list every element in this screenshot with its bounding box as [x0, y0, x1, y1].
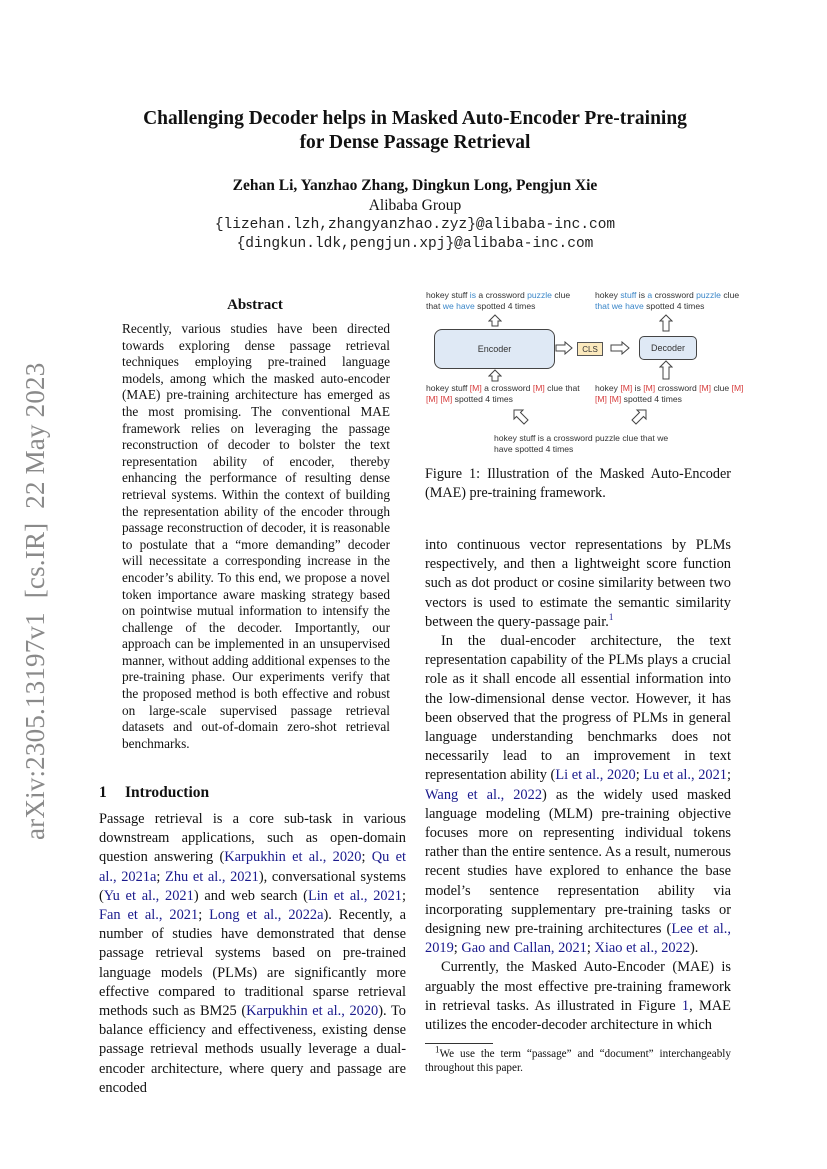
text-run: a crossword — [481, 383, 533, 393]
reconstructed-token: is — [469, 290, 477, 300]
right-arrow-icon — [555, 341, 573, 355]
section-heading-introduction — [99, 784, 209, 802]
reconstructed-token: a — [647, 290, 653, 300]
abstract-body: Recently, various studies have been directed towards exploring dense passage retrieval techniques employing pre-trained language models, among which the masked auto-encoder (MAE) pre-training architecture has emerged as the most promising. The conventional MAE framework relies on leveraging the passage reconstruction of decoder to bolster the text representation ability of encoder, thereby enhancing the performance of resulting dense retrieval systems. Within the context of building the representation ability of the encoder through passage reconstruction of decoder, it is reasonable to postulate that a “more demanding” decoder will necessitate a corresponding increase in the encoder’s ability. To this end, we propose a novel token importance aware masking strategy based on pointwise mutual information to intensify the challenge of the decoder. Importantly, our approach can be implemented in an unsupervised manner, without adding additional expenses to the pre-training phase. Our experiments verify that the proposed method is both effective and robust on large-scale supervised passage retrieval datasets and out-of-domain zero-shot retrieval benchmarks. — [122, 321, 390, 751]
encoder-reconstruction-text — [426, 290, 576, 312]
footnote-mark: 1 — [435, 1044, 440, 1055]
text-run: spotted 4 times — [643, 301, 705, 311]
footnote-text: We use the term “passage” and “document” interchangeably throughout this paper. — [425, 1048, 731, 1074]
text-run: ; — [198, 907, 210, 924]
text-run: In the dual-encoder architecture, the text representation capability of the PLMs plays a crucial role as it shall encode all essential information into the low-dimensional dense vector. However, it has been observed that the progress of PLMs in general language understanding benchmarks does not necessarily lead to an improvement in text representation ability ( — [425, 633, 731, 784]
text-run: ; — [156, 868, 166, 885]
text-run: crossword — [655, 383, 700, 393]
reconstructed-token: puzzle — [527, 290, 552, 300]
author-list: Zehan Li, Yanzhao Zhang, Dingkun Long, Pengjun Xie — [232, 177, 598, 194]
text-run: hokey stuff — [426, 290, 470, 300]
text-run: clue that — [426, 290, 571, 311]
citation-link[interactable]: Gao and Callan, 2021 — [461, 940, 587, 957]
text-run: hokey — [595, 383, 621, 393]
footnote-1 — [425, 1044, 731, 1075]
text-run: ), conversational systems ( — [99, 868, 406, 904]
citation-link[interactable]: Zhu et al., 2021 — [165, 868, 259, 885]
reconstructed-token: that we have — [595, 301, 644, 311]
text-run: ; — [361, 849, 372, 866]
mask-token: [M] — [532, 383, 545, 393]
text-run: Currently, the Masked Auto-Encoder (MAE) is arguably the most effective pre-training framework in retrieval tasks. As illustrated in Figure — [425, 959, 731, 1014]
citation-link[interactable]: Lu et al., 2021 — [643, 767, 727, 784]
mask-token: [M] — [469, 383, 482, 393]
citation-link[interactable]: Fan et al., 2021 — [99, 907, 199, 924]
mask-token: [M] — [609, 394, 622, 404]
text-run: Passage retrieval is a core sub-task in various downstream applications, such as open-domain question answering ( — [99, 811, 406, 866]
mask-token: [M] — [643, 383, 656, 393]
decoder-block: Decoder — [639, 336, 697, 360]
affiliation: Alibaba Group — [368, 197, 462, 214]
text-run: clue — [711, 383, 732, 393]
up-arrow-icon — [488, 369, 502, 382]
text-run: , MAE utilizes the encoder-decoder architecture in which — [425, 997, 731, 1034]
paper-title-line-1: Challenging Decoder helps in Masked Auto-Encoder Pre-training — [143, 108, 687, 129]
mask-token: [M] — [595, 394, 607, 404]
text-run: is — [632, 383, 644, 393]
section-title: Introduction — [125, 784, 210, 801]
section-number: 1 — [99, 784, 107, 801]
text-run: ; — [635, 767, 644, 784]
citation-link[interactable]: Karpukhin et al., 2020 — [246, 1003, 379, 1020]
author-email-1: {lizehan.lzh,zhangyanzhao.zyz}@alibaba-inc.com — [214, 217, 616, 233]
mask-token: [M] — [699, 383, 712, 393]
citation-link[interactable]: Xiao et al., 2022 — [594, 940, 691, 957]
figure-1-caption: Figure 1: Illustration of the Masked Auto-Encoder (MAE) pre-training framework. — [425, 466, 731, 501]
abstract-heading: Abstract — [227, 297, 283, 313]
diagonal-arrow-icon — [512, 408, 530, 426]
citation-link[interactable]: Li et al., 2020 — [555, 767, 636, 784]
text-run: ; — [726, 767, 731, 784]
citation-link[interactable]: Karpukhin et al., 2020 — [224, 849, 362, 866]
reconstructed-token: stuff — [620, 290, 637, 300]
text-run: hokey stuff — [426, 383, 470, 393]
mask-token: [M] — [620, 383, 633, 393]
intro-paragraph-1-continued — [425, 536, 731, 632]
intro-paragraph-1-left — [99, 810, 406, 1098]
mask-token: [M] — [731, 383, 744, 393]
original-passage-text: hokey stuff is a crossword puzzle clue that we have spotted 4 times — [494, 433, 669, 454]
author-email-2: {dingkun.ldk,pengjun.xpj}@alibaba-inc.com — [236, 236, 594, 252]
paper-title-line-2: for Dense Passage Retrieval — [299, 132, 531, 153]
reconstructed-token: puzzle — [696, 290, 721, 300]
paper-title — [100, 107, 730, 155]
intro-paragraph-2 — [425, 632, 731, 958]
decoder-reconstruction-text — [595, 290, 745, 312]
text-run: is — [636, 290, 648, 300]
text-run: clue that — [544, 383, 580, 393]
citation-link[interactable]: Long et al., 2022a — [209, 907, 324, 924]
citation-link[interactable]: Lee et al., 2019 — [425, 921, 731, 957]
figure-1-mae-diagram — [424, 288, 744, 458]
citation-link[interactable]: Qu et al., 2021a — [99, 849, 406, 885]
text-run: ; — [586, 940, 595, 957]
text-run: ; — [453, 940, 462, 957]
text-run: hokey — [595, 290, 621, 300]
text-run: spotted 4 times — [474, 301, 536, 311]
text-run: ). To balance efficiency and effectiveness, existing dense passage retrieval methods usually leverage a dual-encoder architecture, where query and passage are encoded — [99, 1003, 406, 1096]
encoder-masked-input-text — [426, 383, 581, 405]
citation-link[interactable]: Yu et al., 2021 — [103, 887, 194, 904]
text-run: crossword — [652, 290, 697, 300]
text-run: ) as the widely used masked language modeling (MLM) pre-training objective focuses more on representing individual tokens rather than the entire sentence. As a result, numerous recent studies have explored to enhance the base model’s sentence representation ability via incorporating supplementary pre-training tasks or designing new pre-training architectures ( — [425, 786, 732, 938]
text-run: spotted 4 times — [452, 394, 513, 404]
mask-token: [M] — [440, 394, 453, 404]
text-run: ). Recently, a number of studies have demonstrated that dense passage retrieval systems based on pre-trained language models (PLMs) are significantly more effective compared to traditional sparse retrieval methods such as BM25 ( — [99, 907, 406, 1020]
text-run: ). — [690, 940, 699, 957]
footnote-reference-link[interactable]: 1 — [608, 612, 614, 623]
up-arrow-icon — [488, 314, 502, 327]
encoder-block: Encoder — [434, 329, 555, 369]
citation-link[interactable]: 1 — [681, 997, 690, 1014]
text-run: into continuous vector representations by PLMs respectively, and then a lightweight score function such as dot product or cosine similarity between two vectors is used to estimate the semantic similarity between the query-passage pair. — [425, 537, 731, 630]
decoder-masked-input-text — [595, 383, 745, 405]
right-arrow-icon — [610, 341, 630, 355]
diagonal-arrow-icon — [630, 408, 648, 426]
text-run: ; — [402, 887, 406, 904]
citation-link[interactable]: Lin et al., 2021 — [307, 887, 402, 904]
cls-token-box: CLS — [577, 342, 603, 356]
citation-link[interactable]: Wang et al., 2022 — [425, 786, 543, 803]
mask-token: [M] — [426, 394, 438, 404]
text-run: spotted 4 times — [621, 394, 682, 404]
text-run: a crossword — [476, 290, 528, 300]
up-arrow-icon — [659, 360, 673, 380]
up-arrow-icon — [659, 314, 673, 332]
right-column-body — [425, 536, 731, 1035]
reconstructed-token: we have — [442, 301, 475, 311]
text-run: ) and web search ( — [193, 887, 308, 904]
intro-paragraph-3 — [425, 958, 731, 1035]
text-run: clue — [720, 290, 740, 300]
arxiv-identifier-stamp: arXiv:2305.13197v1 [cs.IR] 22 May 2023 — [20, 362, 50, 840]
